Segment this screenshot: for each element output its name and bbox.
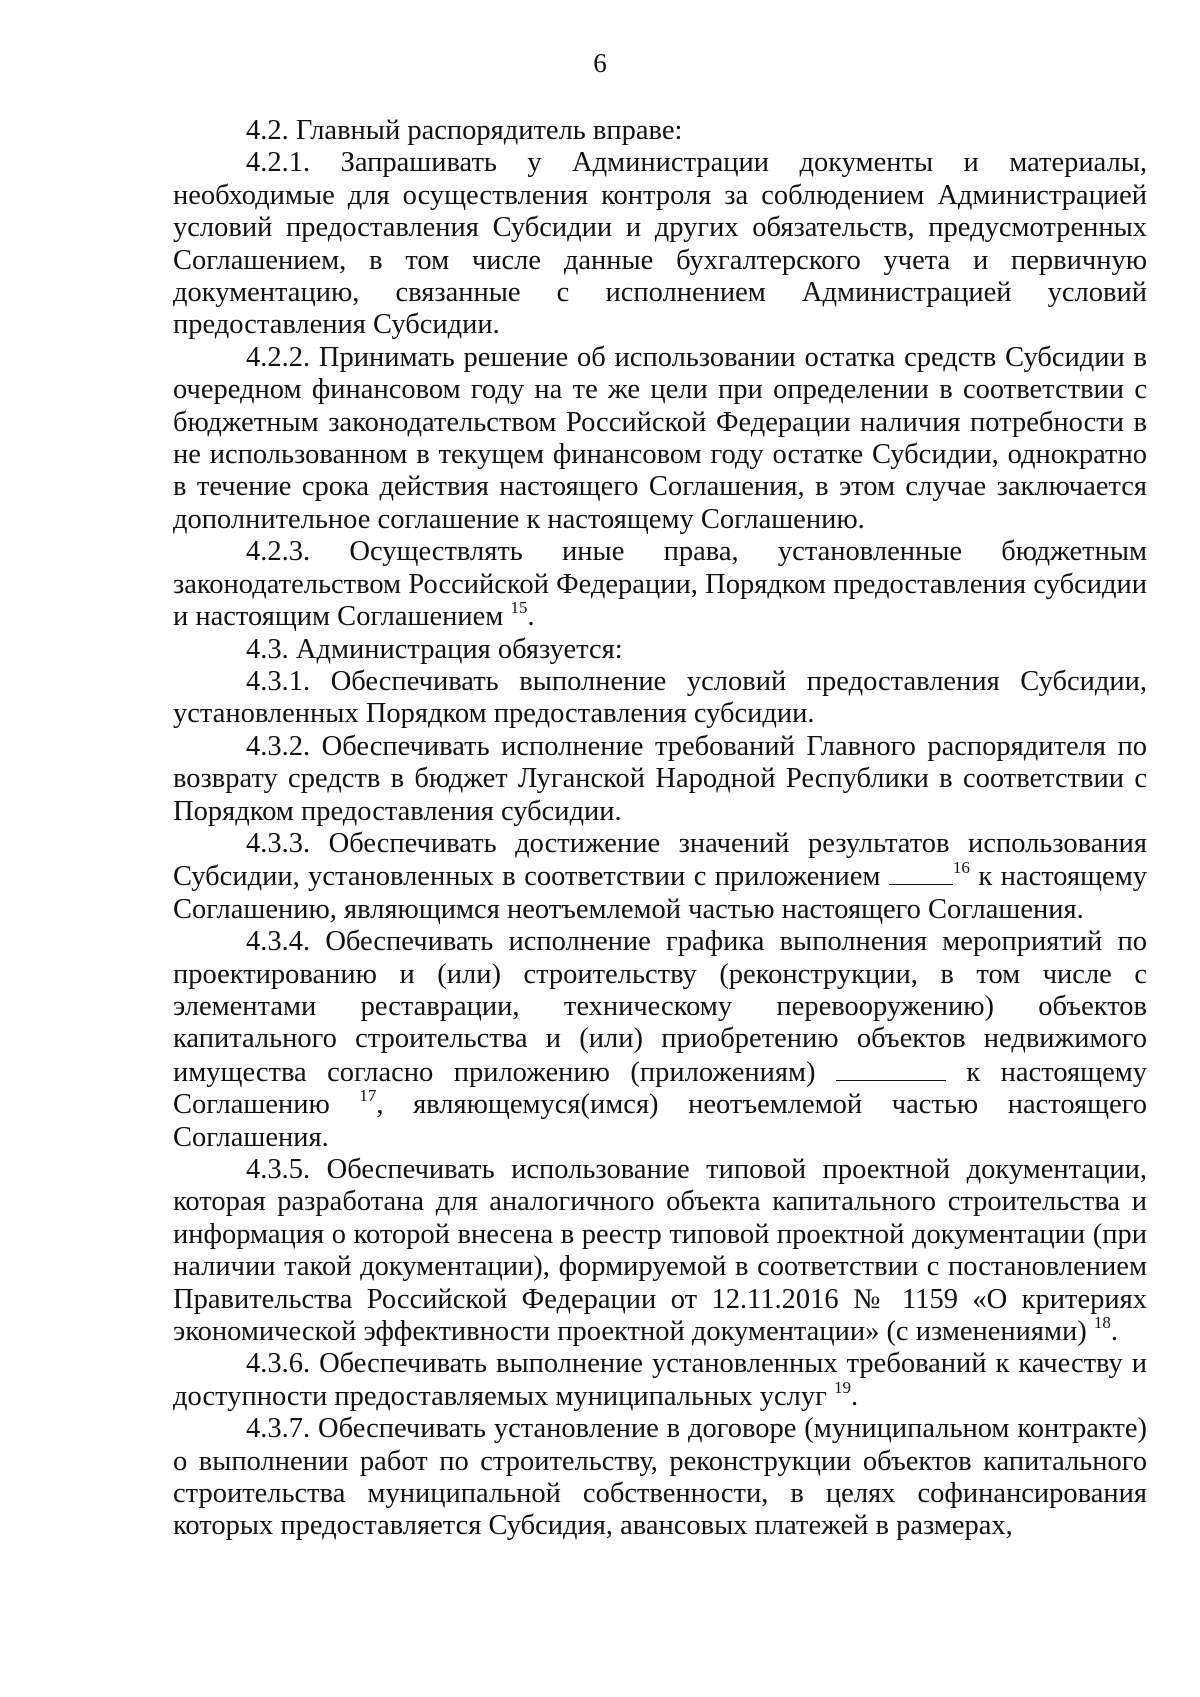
clause-4-3-5 [173,1154,1147,1348]
footnote-ref-17: 17 [359,1086,377,1106]
clause-4-3-6-text: 4.3.6. Обеспечивать выполнение установленных требований к качеству и доступности предоставляемых муниципальных услуг [173,1348,1147,1412]
clause-4-3-4-text-a: 4.3.4. Обеспечивать исполнение графика выполнения мероприятий по проектированию и (или) строительству (реконструкции, в том числе с элементами реставрации, техническому перевооружению) объектов капитального строительства и (или) приобретению объектов недвижимого имущества согласно приложению (приложениям) [173,926,1147,1088]
footnote-ref-19: 19 [833,1377,851,1397]
clause-4-3-5-end: . [1110,1316,1119,1348]
clause-4-3-4-text-b: к настоящему Соглашению [173,1056,1148,1121]
clause-4-3: 4.3. Администрация обязуется: [246,633,623,665]
clause-4-2-3 [173,536,1147,633]
clause-4-3-1: 4.3.1. Обеспечивать выполнение условий предоставления Субсидии, установленных Порядком предоставления субсидии. [173,665,1147,730]
blank-line [889,860,953,885]
clause-4-3-7: 4.3.7. Обеспечивать установление в договоре (муниципальном контракте) о выполнении работ по строительству, реконструкции объектов капитального строительства муниципальной собственности, в целях софинансирования которых предоставляется Субсидия, авансовых платежей в размерах, [173,1413,1147,1542]
clause-4-2-3-end: . [527,601,535,633]
clause-4-3-6 [173,1348,1147,1413]
clause-4-2: 4.2. Главный распорядитель вправе: [246,115,683,146]
footnote-ref-18: 18 [1093,1313,1111,1333]
footnote-ref-16: 16 [952,858,970,878]
clause-4-3-5-text: 4.3.5. Обеспечивать использование типовой проектной документации, которая разработана для аналогичного объекта капитального строительства и информация о которой внесена в реестр типовой проектной документации (при наличии такой документации), формируемой в соответствии с постановлением Правительства Российской Федерации от 12.11.2016 № 1159 «О критериях экономической эффективности проектной документации» (с изменениями) [173,1154,1147,1348]
clause-4-3-6-end: . [850,1380,859,1412]
clause-4-3-3 [173,828,1147,926]
page-number: 6 [593,48,607,78]
clause-4-3-2: 4.3.2. Обеспечивать исполнение требований Главного распорядителя по возврату средств в бюджет Луганской Народной Республики в соответствии с Порядком предоставления субсидии. [173,730,1147,827]
clause-4-2-1: 4.2.1. Запрашивать у Администрации документы и материалы, необходимые для осуществления контроля за соблюдением Администрацией условий предоставления Субсидии и других обязательств, предусмотренных Соглашением, в том числе данные бухгалтерского учета и первичную документацию, связанные с исполнением Администрацией условий предоставления Субсидии. [173,147,1147,341]
clause-4-2-3-text: 4.2.3. Осуществлять иные права, установленные бюджетным законодательством Российской Федерации, Порядком предоставления субсидии и настоящим Соглашением [173,536,1147,633]
clause-4-3-3-text-b: к настоящему Соглашению, являющимся неотъемлемой частью настоящего Соглашения. [173,861,1147,925]
clause-4-3-4 [173,926,1147,1154]
blank-line [836,1056,946,1081]
footnote-ref-15: 15 [510,598,528,618]
clause-4-3-4-text-c: , являющемуся(имся) неотъемлемой частью настоящего Соглашения. [173,1089,1147,1153]
clause-4-2-2: 4.2.2. Принимать решение об использовании остатка средств Субсидии в очередном финансовом году на те же цели при определении в соответствии с бюджетным законодательством Российской Федерации наличия потребности в не использованном в текущем финансовом году остатке Субсидии, однократно в течение срока действия настоящего Соглашения, в этом случае заключается дополнительное соглашение к настоящему Соглашению. [173,341,1147,535]
clause-4-3-3-text-a: 4.3.3. Обеспечивать достижение значений результатов использования Субсидии, установленных в соответствии с приложением [173,827,1147,893]
document-body [173,115,1147,1543]
